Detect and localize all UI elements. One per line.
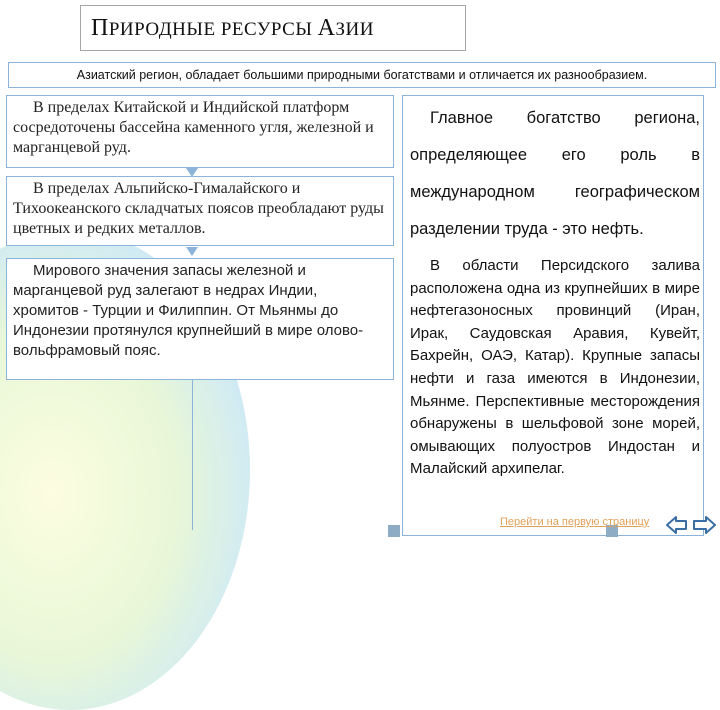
connector-line <box>192 380 193 530</box>
down-arrow-icon <box>186 247 198 256</box>
oil-main-text <box>410 100 700 248</box>
title-initial: П <box>91 15 109 41</box>
intro-text: Азиатский регион, обладает большими природными богатствами и отличается их разнообразием. <box>8 62 716 88</box>
decor-square <box>388 525 400 537</box>
back-arrow-icon[interactable] <box>666 514 688 536</box>
coal-ore-box: В пределах Китайской и Индийской платформ сосредоточены бассейна каменного угля, железной и марганцевой руд. <box>6 95 394 168</box>
title-initial-2: А <box>317 15 336 41</box>
iron-ore-box: Мирового значения запасы железной и марганцевой руд залегают в недрах Индии, хромитов - Турции и Филиппин. От Мьянмы до Индонезии протянулся крупнейший в мире олово-вольфрамовый пояс. <box>6 258 394 380</box>
metals-box: В пределах Альпийско-Гималайского и Тихоокеанского складчатых поясов преобладают руды цветных и редких металлов. <box>6 176 394 246</box>
persian-gulf-text: В области Персидского залива расположена одна из крупнейших в мире нефтегазоносных провинций (Иран, Ирак, Саудовская Аравия, Кувейт, Бахрейн, ОАЭ, Катар). Крупные запасы нефти и газа имеются в Индонезии, Мьянме. Перспективные месторождения обнаружены в шельфовой зоне морей, омывающих полуостров Индостан и Малайский архипелаг. <box>410 257 700 478</box>
title-part-1: РИРОДНЫЕ РЕСУРСЫ <box>108 19 318 40</box>
page-title <box>80 5 466 51</box>
forward-arrow-icon[interactable] <box>692 514 716 536</box>
title-part-2: ЗИИ <box>335 19 374 40</box>
oil-main-text-content: Главное богатство региона, определяющее его роль в международном географическом разделении труда - это нефть. <box>410 109 700 238</box>
first-page-link[interactable]: Перейти на первую страницу <box>500 516 650 528</box>
